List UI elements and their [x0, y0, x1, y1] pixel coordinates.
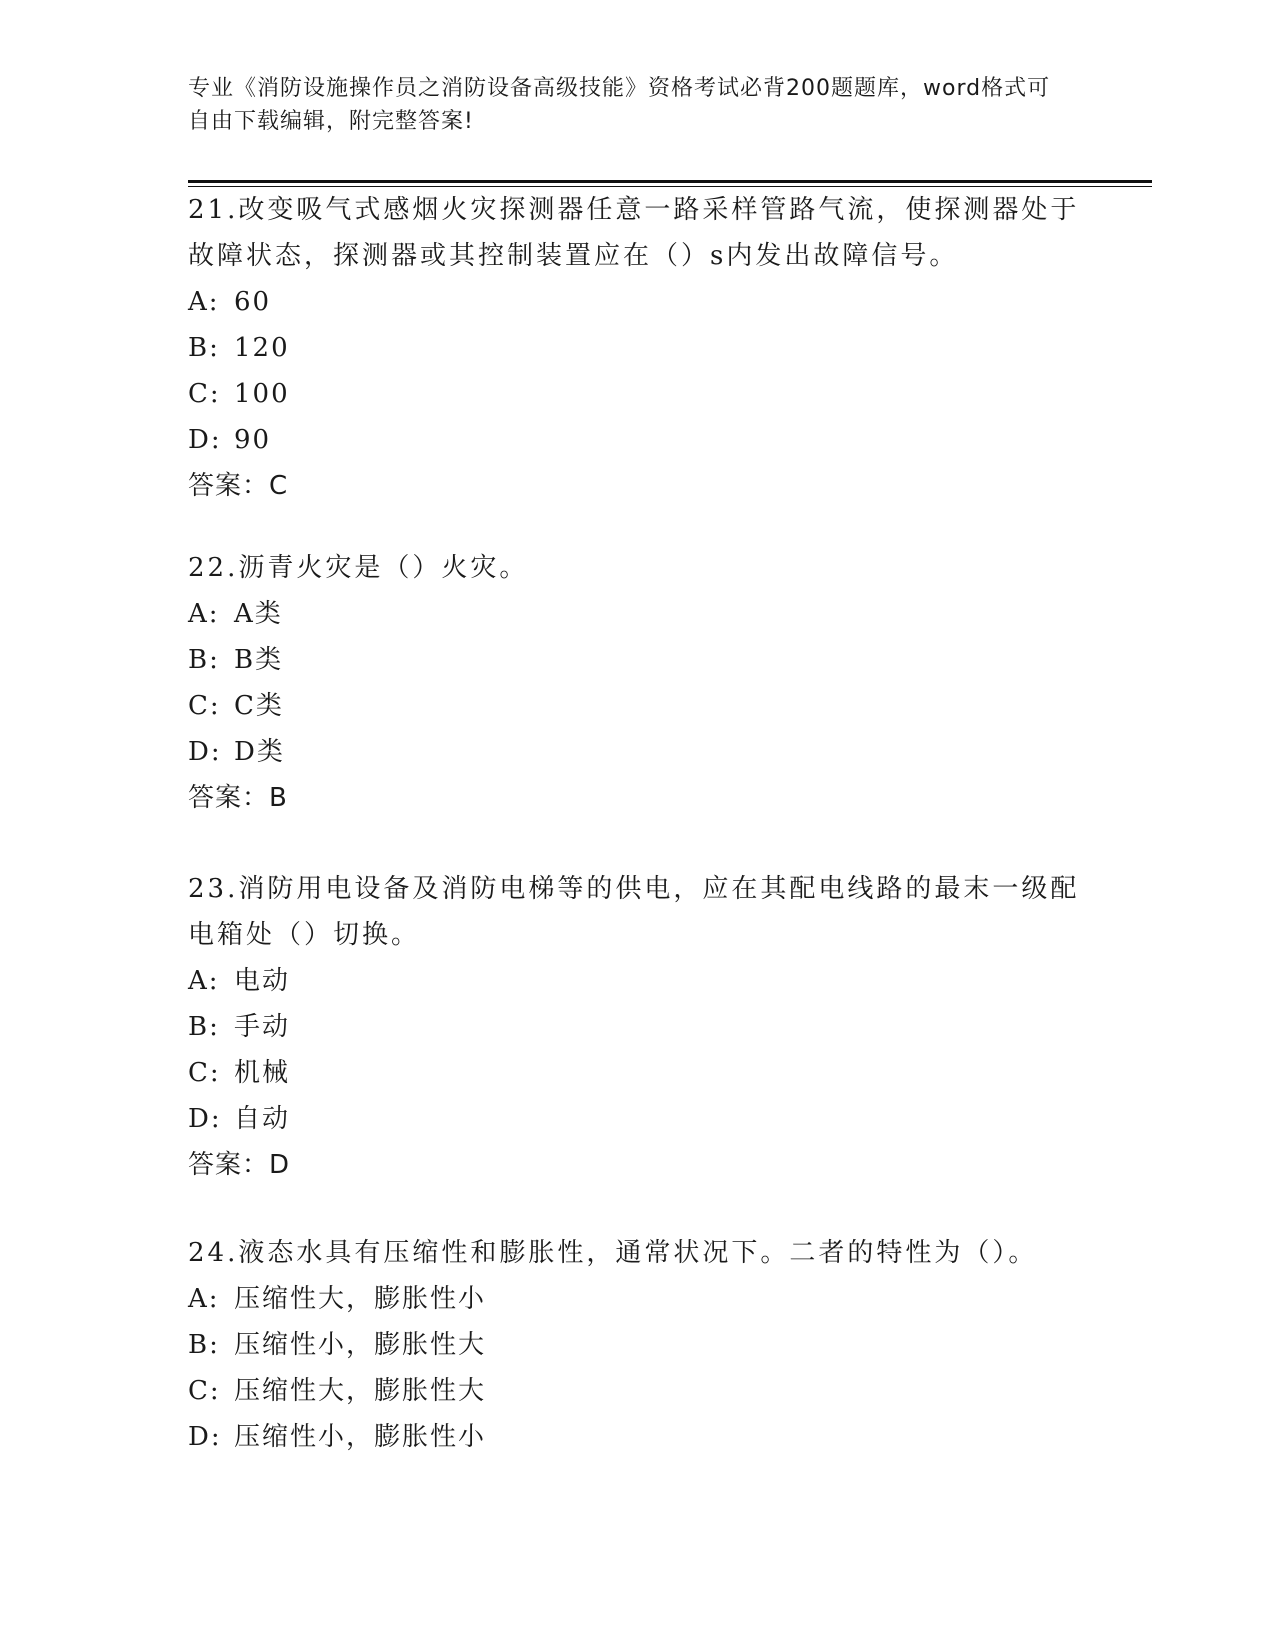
option-a	[188, 591, 1088, 637]
option-letter: D:	[188, 425, 222, 455]
option-letter: A:	[188, 287, 220, 317]
option-letter: D:	[188, 737, 222, 767]
option-letter: A:	[188, 599, 220, 629]
option-c	[188, 1368, 1088, 1414]
option-text: 60	[234, 287, 272, 317]
option-letter: B:	[188, 333, 220, 363]
option-text: 压缩性大，膨胀性大	[234, 1376, 487, 1406]
option-letter: B:	[188, 1330, 220, 1360]
option-a	[188, 958, 1088, 1004]
option-text: 自动	[234, 1104, 291, 1134]
question-text: 23.消防用电设备及消防电梯等的供电，应在其配电线路的最末一级配电箱处（）切换。	[188, 874, 1080, 950]
option-a	[188, 1276, 1088, 1322]
option-text: 压缩性大，膨胀性小	[234, 1284, 487, 1314]
option-b	[188, 325, 1088, 371]
answer-label: 答案：D	[188, 1150, 291, 1180]
answer-label: 答案：B	[188, 783, 288, 813]
option-text: 120	[234, 333, 290, 363]
option-letter: D:	[188, 1422, 222, 1452]
option-letter: B:	[188, 1012, 220, 1042]
option-c	[188, 371, 1088, 417]
option-text: 手动	[234, 1012, 291, 1042]
question-text: 21.改变吸气式感烟火灾探测器任意一路采样管路气流，使探测器处于故障状态，探测器或其控制装置应在（）s内发出故障信号。	[188, 195, 1080, 271]
option-text: A类	[234, 599, 283, 629]
option-b	[188, 1004, 1088, 1050]
option-b	[188, 1322, 1088, 1368]
question-22	[188, 545, 1088, 821]
question-text: 22.沥青火灾是（）火灾。	[188, 553, 529, 583]
option-text: C类	[234, 691, 284, 721]
option-d	[188, 1096, 1088, 1142]
question-21	[188, 187, 1088, 509]
question-text: 24.液态水具有压缩性和膨胀性，通常状况下。二者的特性为（）。	[188, 1238, 1038, 1268]
option-a	[188, 279, 1088, 325]
question-23	[188, 866, 1088, 1188]
option-b	[188, 637, 1088, 683]
option-text: 压缩性小，膨胀性小	[234, 1422, 487, 1452]
option-c	[188, 1050, 1088, 1096]
answer-label: 答案：C	[188, 471, 289, 501]
option-c	[188, 683, 1088, 729]
option-letter: C:	[188, 1058, 221, 1088]
option-text: 90	[234, 425, 272, 455]
option-text: D类	[234, 737, 285, 767]
option-text: 压缩性小，膨胀性大	[234, 1330, 487, 1360]
document-header: 专业《消防设施操作员之消防设备高级技能》资格考试必背200题题库，word格式可自由下载编辑，附完整答案!	[188, 76, 1051, 134]
option-letter: C:	[188, 691, 221, 721]
header-divider-thick	[188, 180, 1152, 183]
option-letter: C:	[188, 379, 221, 409]
option-d	[188, 417, 1088, 463]
option-d	[188, 729, 1088, 775]
option-text: 机械	[234, 1058, 291, 1088]
option-text: B类	[234, 645, 284, 675]
option-text: 电动	[234, 966, 291, 996]
option-text: 100	[234, 379, 290, 409]
option-letter: B:	[188, 645, 220, 675]
option-letter: D:	[188, 1104, 222, 1134]
option-letter: A:	[188, 966, 220, 996]
option-letter: C:	[188, 1376, 221, 1406]
option-d	[188, 1414, 1088, 1460]
option-letter: A:	[188, 1284, 220, 1314]
question-24	[188, 1230, 1088, 1460]
